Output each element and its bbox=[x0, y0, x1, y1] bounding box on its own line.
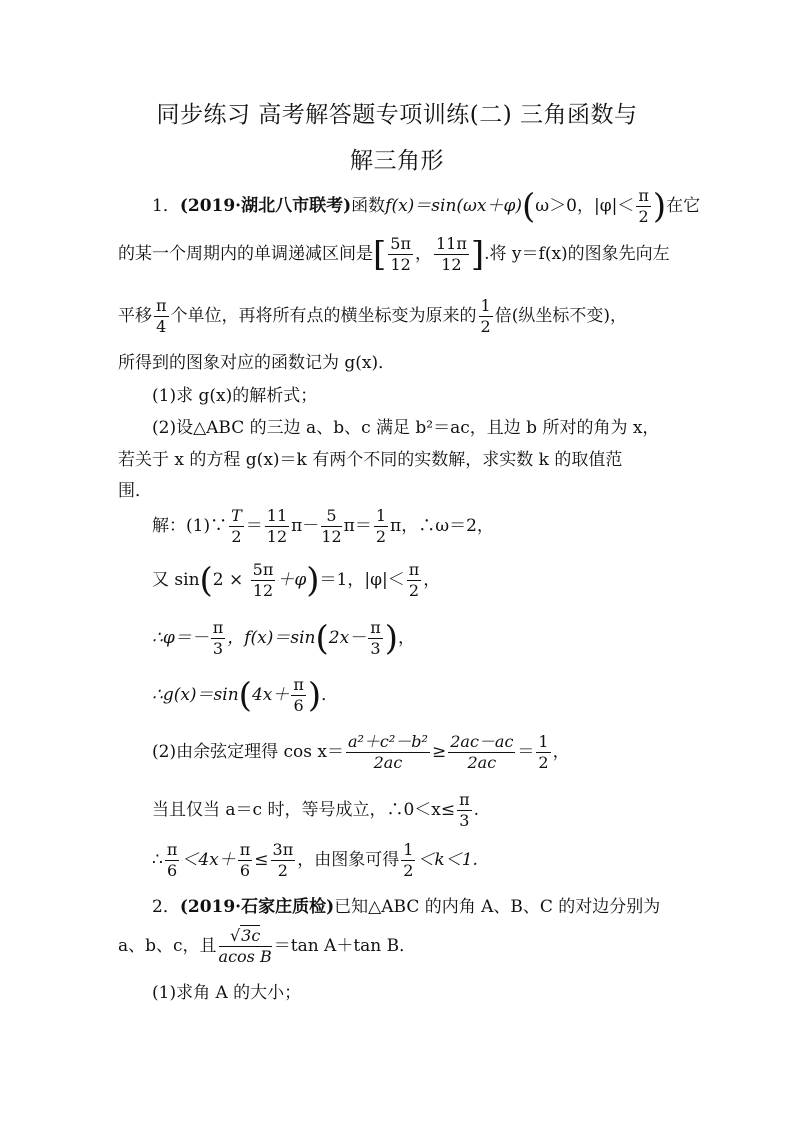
problem2-line1: 2．(2019·石家庄质检)已知△ABC 的内角 A、B、C 的对边分别为 bbox=[152, 897, 661, 917]
fraction: $\frac{√3c}{\text{acos B}}$ bbox=[218, 926, 272, 966]
solution-line7: ∴ $\frac{\pi}{6}$ ＜4x＋ $\frac{\pi}{6}$ ≤ $\frac{3\pi}{2}$ ，由图象可得 $\frac{1}{2}$ ＜k＜1. bbox=[152, 840, 478, 880]
fraction: $\frac{T}{2}$ bbox=[231, 506, 242, 546]
fraction: $\frac{\pi}{4}$ bbox=[156, 296, 167, 336]
fraction: $\frac{5\pi}{12}$ bbox=[390, 234, 411, 274]
problem1-line4: 所得到的图象对应的函数记为 g(x)． bbox=[118, 353, 396, 373]
fraction: $\frac{11}{12}$ bbox=[266, 506, 288, 546]
fraction: $\frac{1}{2}$ bbox=[480, 296, 491, 336]
fraction: $\frac{\pi}{6}$ bbox=[166, 840, 178, 880]
problem2-question-1: (1)求角 A 的大小； bbox=[152, 983, 302, 1003]
fraction: $\frac{\pi}{6}$ bbox=[293, 675, 304, 715]
fraction: $\frac{1}{2}$ bbox=[403, 840, 414, 880]
title-line-2: 解三角形 bbox=[350, 148, 444, 174]
fraction: $\frac{\pi}{2}$ bbox=[408, 560, 420, 600]
question-2-line3: 围． bbox=[118, 481, 152, 501]
fraction: $\frac{\pi}{3}$ bbox=[459, 790, 470, 830]
fraction: $\frac{3\pi}{2}$ bbox=[272, 840, 294, 880]
question-1: (1)求 g(x)的解析式； bbox=[152, 386, 318, 406]
problem1-line2: 的某一个周期内的单调递减区间是[ $\frac{5\pi}{12}$ ， $\frac{11\pi}{12}$ ].将 y＝f(x)的图象先向左 bbox=[118, 234, 670, 275]
solution-line5: (2)由余弦定理得 cos x＝ $\frac{\text{a²＋c²－b²}}{2ac}$ ≥ $\frac{2ac-ac}{2ac}$ ＝ $\frac{1}{2}$ ， bbox=[152, 732, 570, 772]
fraction: $\frac{\pi}{6}$ bbox=[239, 840, 251, 880]
fraction: $\frac{5\pi}{12}$ bbox=[252, 560, 274, 600]
fraction: $\frac{\text{a²＋c²－b²}}{2ac}$ bbox=[347, 732, 428, 772]
solution-line6: 当且仅当 a＝c 时，等号成立，∴0＜x≤ $\frac{\pi}{3}$ . bbox=[152, 790, 480, 830]
problem1-line1: 1．(2019·湖北八市联考)函数f(x)＝sin(ωx＋φ)(ω＞0，|φ|＜ $\frac{\pi}{2}$ )在它 bbox=[152, 186, 701, 227]
fraction: $\frac{1}{2}$ bbox=[375, 506, 387, 546]
fraction: $\frac{1}{2}$ bbox=[538, 732, 549, 772]
fraction: $\frac{5}{12}$ bbox=[321, 506, 342, 546]
fraction: $\frac{\pi}{3}$ bbox=[212, 618, 224, 658]
problem1-line3: 平移 $\frac{\pi}{4}$ 个单位，再将所有点的横坐标变为原来的 $\frac{1}{2}$ 倍(纵坐标不变)， bbox=[118, 296, 627, 336]
question-2-line1: (2)设△ABC 的三边 a、b、c 满足 b²＝ac，且边 b 所对的角为 x， bbox=[152, 418, 660, 438]
fraction: $\frac{2ac-ac}{2ac}$ bbox=[450, 732, 514, 772]
fraction: $\frac{\pi}{2}$ bbox=[638, 186, 649, 226]
solution-line4: ∴g(x)＝sin(4x＋ $\frac{\pi}{6}$ )． bbox=[152, 675, 339, 716]
solution-line1: 解：(1)∵ $\frac{T}{2}$ ＝ $\frac{11}{12}$ π－ $\frac{5}{12}$ π＝ $\frac{1}{2}$ π，∴ω＝2， bbox=[152, 506, 494, 546]
question-2-line2: 若关于 x 的方程 g(x)＝k 有两个不同的实数解，求实数 k 的取值范 bbox=[118, 450, 623, 470]
title-line-1: 同步练习 高考解答题专项训练(二) 三角函数与 bbox=[156, 102, 638, 128]
problem2-line2: a、b、c，且 $\frac{√3c}{\text{acos B}}$ ＝tan A＋tan B． bbox=[118, 926, 417, 966]
fraction: $\frac{\pi}{3}$ bbox=[370, 618, 381, 658]
solution-line2: 又 sin(2 × $\frac{5\pi}{12}$ ＋φ)＝1，|φ|＜ $\frac{\pi}{2}$ ， bbox=[152, 560, 441, 601]
solution-line3: ∴φ＝－ $\frac{\pi}{3}$ ，f(x)＝sin(2x－ $\frac{\pi}{3}$ )， bbox=[152, 618, 415, 659]
fraction: $\frac{11\pi}{12}$ bbox=[435, 234, 467, 274]
